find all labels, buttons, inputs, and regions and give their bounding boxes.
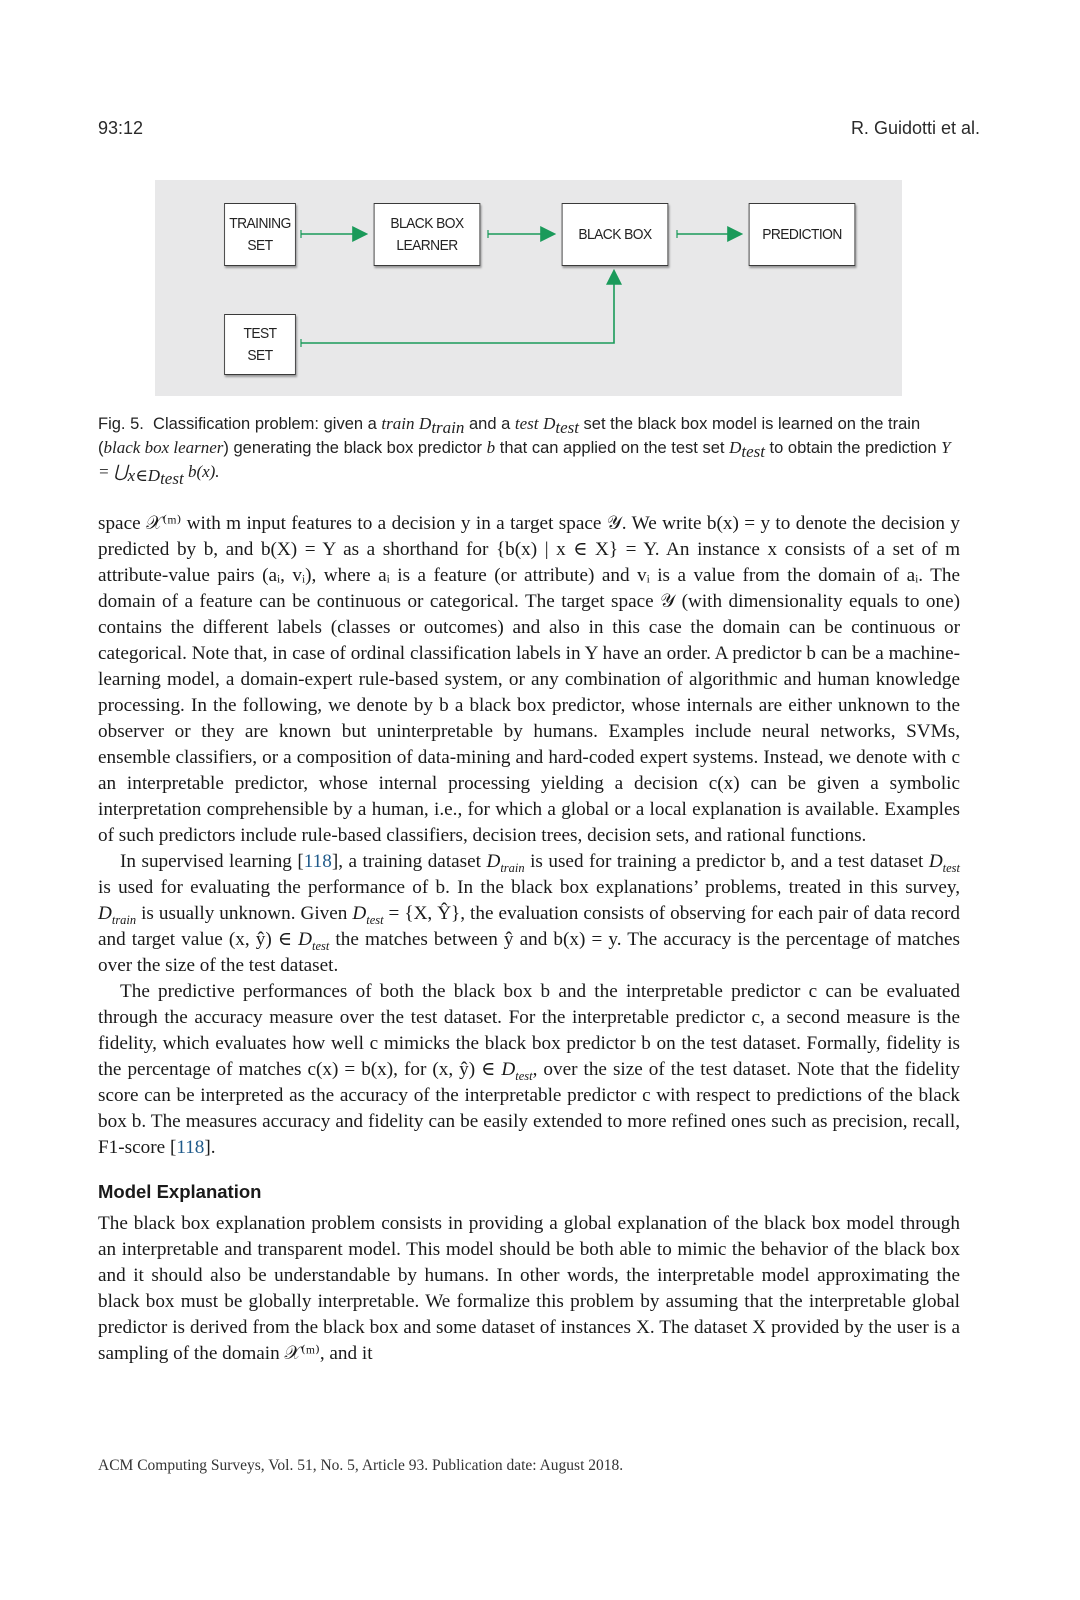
caption-emph: black box learner: [103, 438, 224, 457]
arrow-test-to-blackbox: [301, 272, 614, 343]
caption-text: set the black box model is learned on the train (: [98, 415, 921, 457]
box-label: TEST: [243, 324, 277, 342]
figure-label: Fig. 5.: [98, 415, 144, 433]
math-symbol: D: [729, 438, 742, 457]
math-subscript: test: [160, 469, 184, 489]
box-label: BLACK BOX: [578, 225, 652, 243]
running-head: [98, 118, 980, 144]
figure-5-diagram: [155, 180, 902, 396]
math-symbol: D: [501, 1059, 516, 1080]
page-footer: ACM Computing Surveys, Vol. 51, No. 5, Article 93. Publication date: August 2018.: [98, 1457, 624, 1474]
citation-link[interactable]: 118: [176, 1137, 205, 1158]
box-black-box: [562, 203, 669, 266]
citation-link[interactable]: 118: [303, 851, 332, 872]
caption-emph: test: [514, 414, 539, 433]
caption-text: ) generating the black box predictor: [223, 439, 487, 457]
math-subscript: test: [741, 442, 765, 462]
box-black-box-learner: [374, 203, 481, 266]
math-formula: Y = ⋃: [98, 438, 951, 481]
box-test-set: [224, 314, 296, 375]
math-symbol: D: [298, 929, 312, 950]
paragraph-model-explanation: The black box explanation problem consists in providing a global explanation of the black box model through an interpretable and transparent model. This model should be both able to mimic the behavior of the black box and it should also be understandable by humans. In other words, the interpretable model approximating the black box must be globally interpretable. We formalize this problem by assuming that the interpretable global predictor is derived from the black box and some dataset of instances X. The dataset X provided by the user is a sampling of the domain 𝒳⁽ᵐ⁾, and it: [98, 1213, 960, 1364]
box-label: TRAINING: [229, 214, 291, 232]
math-symbol: D: [486, 851, 501, 872]
box-training-set: [224, 203, 296, 266]
math-subscript: train: [431, 418, 465, 438]
math-symbol: D: [928, 851, 943, 872]
paragraph-fidelity: The predictive performances of both the black box b and the interpretable predictor c can be evaluated through the accuracy measure over the test dataset. For the interpretable predictor c, a second measure is the fidelity, which evaluates how well c mimicks the black box predictor b on the test dataset. Formally, fidelity is the percentage of matches c(x) = b(x), for (x, ŷ) ∈ $D_{test}$, over the size of the test dataset. Note that the fidelity score can be interpreted as the accuracy of the interpretable predictor c with respect to predictions of the black box b. The measures accuracy and fidelity can be easily extended to more refined ones such as precision, recall, F1-score [118].: [98, 981, 961, 1158]
section-heading: Model Explanation: [98, 1181, 262, 1202]
math-symbol: D: [419, 414, 432, 433]
caption-emph: train: [381, 414, 415, 433]
caption-text: to obtain the prediction: [764, 439, 942, 457]
box-label: LEARNER: [396, 236, 458, 254]
paragraph-definitions: space 𝒳⁽ᵐ⁾ with m input features to a decision y in a target space 𝒴. We write b(x) = y to denote the decision y predicted by b, and b(X) = Y as a shorthand for {b(x) | x ∈ X} = Y. An instance x consists of a set of m attribute-value pairs (aᵢ, vᵢ), where aᵢ is a feature (or attribute) and vᵢ is a value from the domain of aᵢ. The domain of a feature can be continuous or categorical. The target space 𝒴 (with dimensionality equals to one) contains the different labels (classes or outcomes) and also in this case the domain can be continuous or categorical. Note that, in case of ordinal classification labels in Y have an order. A predictor b can be a machine-learning model, a domain-expert rule-based system, or any combination of algorithmic and human knowledge processing. In the following, we denote by b a black box predictor, whose internals are either unknown to the observer or they are known but uninterpretable by humans. Examples include neural networks, SVMs, ensemble classifiers, or a composition of data-mining and hard-coded expert systems. Instead, we denote with c an interpretable predictor, whose internal processing yielding a decision c(x) can be given a symbolic interpretation comprehensible by a human, i.e., for which a global or a local explanation is available. Examples of such predictors include rule-based classifiers, decision trees, decision sets, and rational functions.: [98, 513, 960, 846]
paragraph-supervised-learning: In supervised learning [118], a training dataset $D_{train}$ is used for training a predictor b, and a test dataset $D_{test}$ is used for evaluating the performance of b. In the black box explanations’ problems, treated in this survey, $D_{train}$ is usually unknown. Given $D_{test} = \{X$, Ŷ}, the evaluation consists of observing for each pair of data record and target value (x, ŷ) ∈ $D_{test}$ the matches between ŷ and b(x) = y. The accuracy is the percentage of matches over the size of the test dataset.: [98, 851, 960, 976]
author-running-title: R. Guidotti et al.: [850, 118, 980, 138]
math-subscript: x∈D: [127, 466, 161, 486]
caption-text: that can applied on the test set: [495, 439, 730, 457]
math-symbol: b: [486, 438, 496, 457]
caption-text: Classification problem: given a: [153, 415, 382, 433]
page-number: 93:12: [98, 118, 144, 138]
body-text: [98, 511, 960, 1367]
math-symbol: D: [98, 903, 112, 924]
math-symbol: D: [352, 903, 367, 924]
figure-caption: [98, 412, 960, 489]
box-label: PREDICTION: [762, 225, 842, 243]
math-formula: b(x).: [183, 462, 220, 481]
box-label: SET: [247, 236, 273, 254]
math-symbol: D: [543, 414, 556, 433]
box-label: SET: [247, 346, 273, 364]
caption-text: and a: [464, 415, 515, 433]
box-label: BLACK BOX: [390, 214, 464, 232]
math-subscript: test: [555, 418, 579, 438]
box-prediction: [749, 203, 856, 266]
